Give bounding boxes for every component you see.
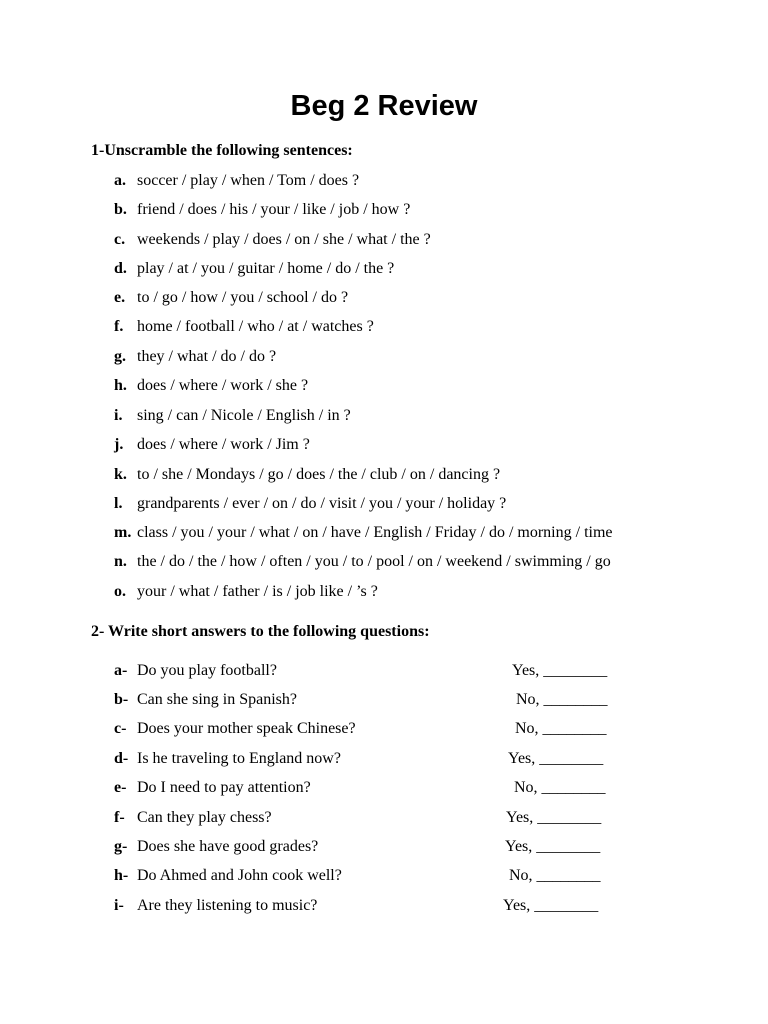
question-text: Does your mother speak Chinese? bbox=[137, 720, 356, 737]
item-label: a- bbox=[114, 662, 128, 679]
item-label: a. bbox=[114, 172, 126, 189]
item-label: d- bbox=[114, 750, 129, 767]
item-label: c. bbox=[114, 231, 126, 248]
item-text: grandparents / ever / on / do / visit / you / your / holiday ? bbox=[137, 495, 507, 512]
unscramble-item bbox=[114, 494, 506, 514]
item-text: does / where / work / Jim ? bbox=[137, 436, 310, 453]
item-text: class / you / your / what / on / have / English / Friday / do / morning / time bbox=[137, 524, 613, 541]
question-text: Can she sing in Spanish? bbox=[137, 691, 297, 708]
item-text: to / she / Mondays / go / does / the / club / on / dancing ? bbox=[137, 466, 501, 483]
item-label: g. bbox=[114, 348, 126, 365]
item-label: l. bbox=[114, 495, 123, 512]
unscramble-item bbox=[114, 317, 374, 337]
question-item bbox=[114, 896, 317, 916]
item-label: g- bbox=[114, 838, 128, 855]
question-item bbox=[114, 690, 297, 710]
unscramble-item bbox=[114, 552, 611, 572]
item-label: k. bbox=[114, 466, 127, 483]
unscramble-item bbox=[114, 288, 348, 308]
answer-blank: Yes, ________ bbox=[506, 809, 602, 826]
question-item bbox=[114, 837, 318, 857]
unscramble-item bbox=[114, 523, 613, 543]
question-item bbox=[114, 661, 277, 681]
section-2-heading: 2- Write short answers to the following questions: bbox=[91, 623, 430, 640]
unscramble-item bbox=[114, 465, 500, 485]
unscramble-item bbox=[114, 171, 359, 191]
question-text: Do you play football? bbox=[137, 662, 277, 679]
question-text: Is he traveling to England now? bbox=[137, 750, 341, 767]
item-text: friend / does / his / your / like / job / how ? bbox=[137, 201, 411, 218]
item-label: o. bbox=[114, 583, 126, 600]
question-text: Do I need to pay attention? bbox=[137, 779, 311, 796]
item-label: h. bbox=[114, 377, 127, 394]
item-text: play / at / you / guitar / home / do / the ? bbox=[137, 260, 395, 277]
item-label: n. bbox=[114, 553, 127, 570]
item-text: does / where / work / she ? bbox=[137, 377, 309, 394]
unscramble-item bbox=[114, 406, 351, 426]
item-text: the / do / the / how / often / you / to / pool / on / weekend / swimming / go bbox=[137, 553, 611, 570]
question-item bbox=[114, 749, 341, 769]
item-text: sing / can / Nicole / English / in ? bbox=[137, 407, 351, 424]
question-item bbox=[114, 866, 342, 886]
item-label: c- bbox=[114, 720, 127, 737]
item-label: e- bbox=[114, 779, 127, 796]
unscramble-item bbox=[114, 347, 276, 367]
item-text: your / what / father / is / job like / ’s ? bbox=[137, 583, 378, 600]
answer-blank: No, ________ bbox=[514, 779, 606, 796]
item-label: j. bbox=[114, 436, 124, 453]
question-item bbox=[114, 719, 356, 739]
item-label: i. bbox=[114, 407, 123, 424]
answer-blank: Yes, ________ bbox=[503, 897, 599, 914]
answer-blank: Yes, ________ bbox=[512, 662, 608, 679]
page-title: Beg 2 Review bbox=[290, 90, 478, 122]
item-label: e. bbox=[114, 289, 126, 306]
item-label: i- bbox=[114, 897, 124, 914]
item-text: to / go / how / you / school / do ? bbox=[137, 289, 349, 306]
item-label: b. bbox=[114, 201, 127, 218]
unscramble-item bbox=[114, 376, 308, 396]
answer-blank: No, ________ bbox=[515, 720, 607, 737]
item-label: b- bbox=[114, 691, 129, 708]
item-label: f- bbox=[114, 809, 125, 826]
item-text: home / football / who / at / watches ? bbox=[137, 318, 374, 335]
question-item bbox=[114, 808, 272, 828]
answer-blank: Yes, ________ bbox=[505, 838, 601, 855]
unscramble-item bbox=[114, 230, 431, 250]
answer-blank: Yes, ________ bbox=[508, 750, 604, 767]
unscramble-item bbox=[114, 582, 378, 602]
section-1-heading: 1-Unscramble the following sentences: bbox=[91, 142, 353, 159]
question-text: Can they play chess? bbox=[137, 809, 272, 826]
item-label: h- bbox=[114, 867, 129, 884]
unscramble-item bbox=[114, 259, 394, 279]
item-label: f. bbox=[114, 318, 124, 335]
unscramble-item bbox=[114, 435, 310, 455]
unscramble-item bbox=[114, 200, 410, 220]
item-label: d. bbox=[114, 260, 127, 277]
question-text: Does she have good grades? bbox=[137, 838, 319, 855]
item-text: they / what / do / do ? bbox=[137, 348, 277, 365]
item-text: weekends / play / does / on / she / what / the ? bbox=[137, 231, 431, 248]
item-label: m. bbox=[114, 524, 132, 541]
question-text: Do Ahmed and John cook well? bbox=[137, 867, 342, 884]
item-text: soccer / play / when / Tom / does ? bbox=[137, 172, 360, 189]
question-text: Are they listening to music? bbox=[137, 897, 318, 914]
question-item bbox=[114, 778, 311, 798]
answer-blank: No, ________ bbox=[516, 691, 608, 708]
answer-blank: No, ________ bbox=[509, 867, 601, 884]
